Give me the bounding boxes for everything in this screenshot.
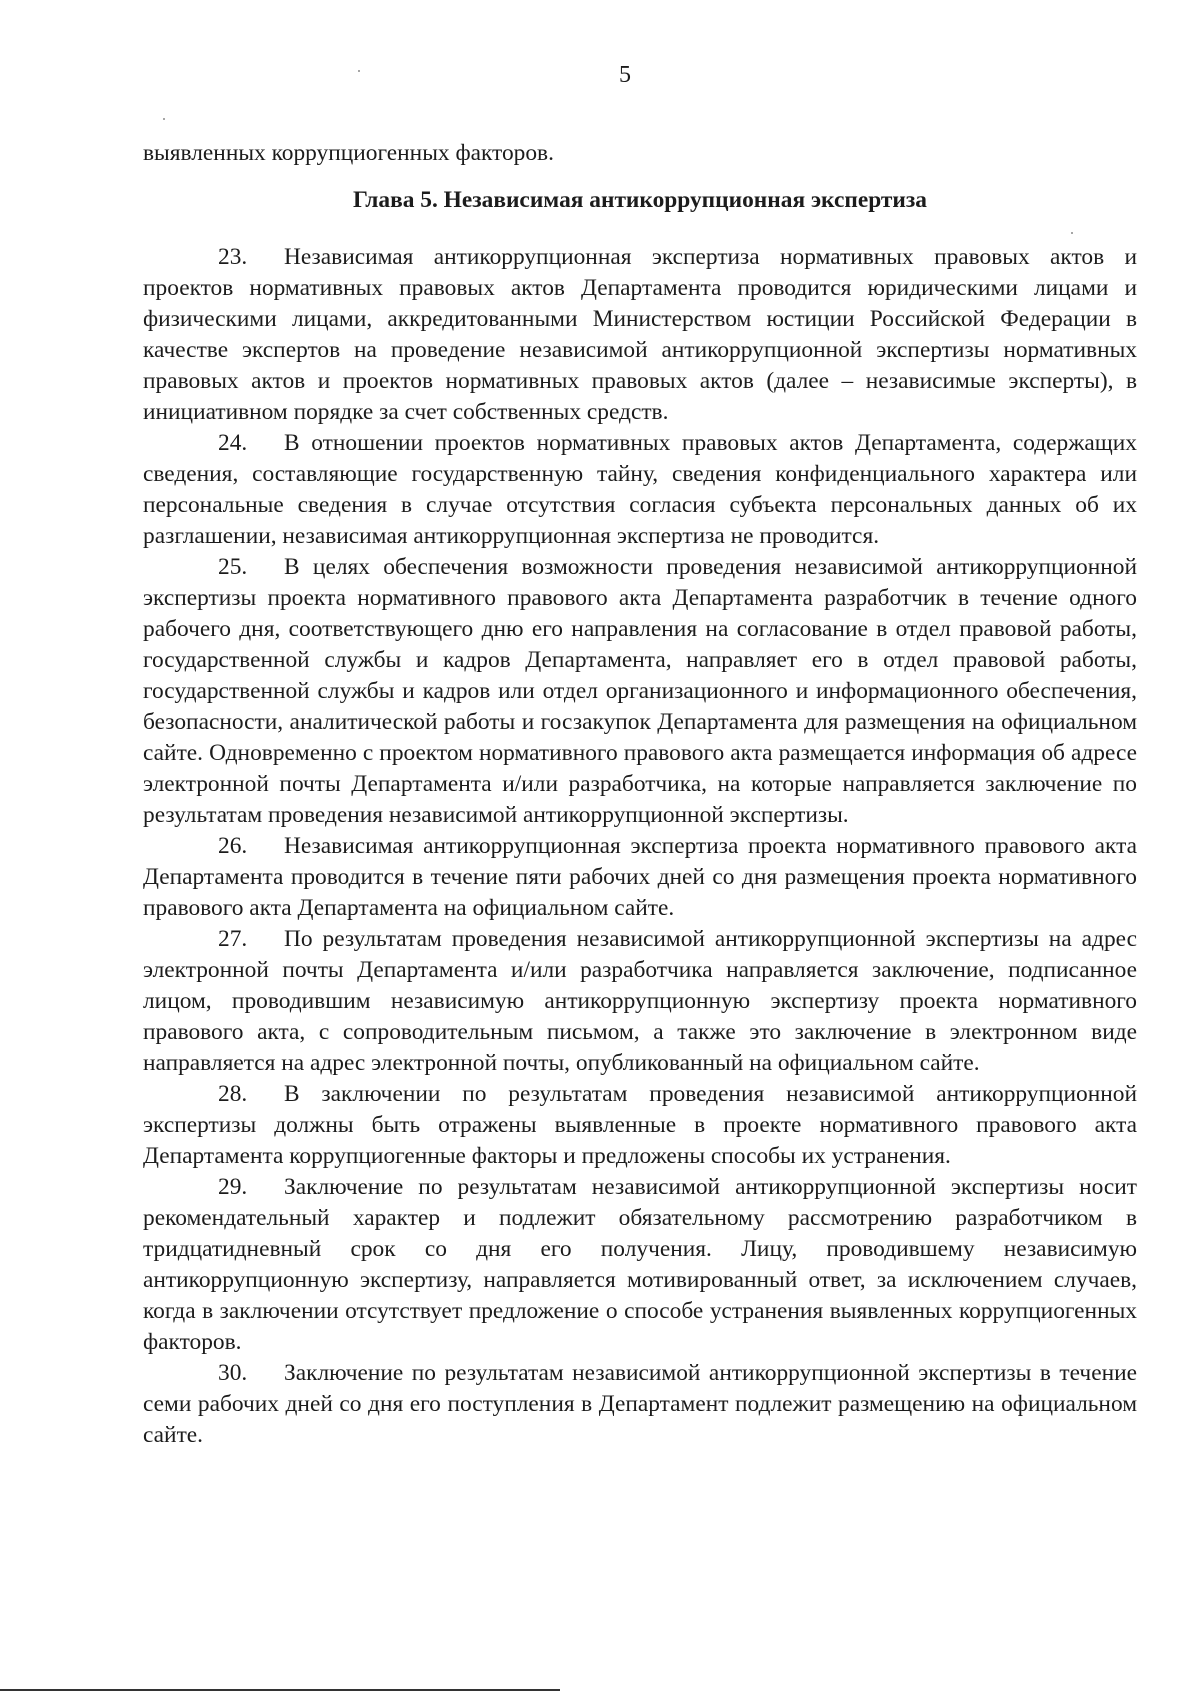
- item-number: 26.: [218, 833, 248, 859]
- item-28: [143, 1079, 1137, 1172]
- item-29: [143, 1172, 1137, 1358]
- page-number: 5: [619, 62, 631, 88]
- previous-section-continuation: выявленных коррупциогенных факторов.: [143, 140, 554, 166]
- footer-rule: [0, 1689, 560, 1691]
- item-number: 25.: [218, 554, 248, 580]
- item-26: [143, 831, 1137, 924]
- item-number: 30.: [218, 1360, 248, 1386]
- item-text: В целях обеспечения возможности проведения независимой антикоррупционной экспертизы проекта нормативного правового акта Департамента разработчик в течение одного рабочего дня, соответствующего дню его направления на согласование в отдел правовой работы, государственной службы и кадров Департамента, направляет его в отдел правовой работы, государственной службы и кадров или отдел организационного и информационного обеспечения, безопасности, аналитической работы и госзакупок Департамента для размещения на официальном сайте. Одновременно с проектом нормативного правового акта размещается информация об адресе электронной почты Департамента и/или разработчика, на которые направляется заключение по результатам проведения независимой антикоррупционной экспертизы.: [143, 554, 1137, 828]
- item-25: [143, 552, 1137, 831]
- document-body: [143, 138, 1137, 1451]
- item-number: 28.: [218, 1081, 248, 1107]
- scan-speck: [163, 118, 165, 120]
- item-number: 27.: [218, 926, 248, 952]
- item-number: 29.: [218, 1174, 248, 1200]
- item-text: Независимая антикоррупционная экспертиза проекта нормативного правового акта Департамента проводится в течение пяти рабочих дней со дня размещения проекта нормативного правового акта Департамента на официальном сайте.: [143, 833, 1137, 921]
- item-27: [143, 924, 1137, 1079]
- item-text: По результатам проведения независимой антикоррупционной экспертизы на адрес электронной почты Департамента и/или разработчика направляется заключение, подписанное лицом, проводившим независимую антикоррупционную экспертизу проекта нормативного правового акта, с сопроводительным письмом, а также это заключение в электронном виде направляется на адрес электронной почты, опубликованный на официальном сайте.: [143, 926, 1137, 1076]
- item-text: Заключение по результатам независимой антикоррупционной экспертизы в течение семи рабочих дней со дня его поступления в Департамент подлежит размещению на официальном сайте.: [143, 1360, 1137, 1448]
- item-text: В заключении по результатам проведения независимой антикоррупционной экспертизы должны быть отражены выявленные в проекте нормативного правового акта Департамента коррупциогенные факторы и предложены способы их устранения.: [143, 1081, 1137, 1169]
- item-text: В отношении проектов нормативных правовых актов Департамента, содержащих сведения, составляющие государственную тайну, сведения конфиденциального характера или персональные сведения в случае отсутствия согласия субъекта персональных данных об их разглашении, независимая антикоррупционная экспертиза не проводится.: [143, 430, 1137, 549]
- item-text: Заключение по результатам независимой антикоррупционной экспертизы носит рекомендательный характер и подлежит обязательному рассмотрению разработчиком в тридцатидневный срок со дня его получения. Лицу, проводившему независимую антикоррупционную экспертизу, направляется мотивированный ответ, за исключением случаев, когда в заключении отсутствует предложение о способе устранения выявленных коррупциогенных факторов.: [143, 1174, 1137, 1355]
- chapter-title: Глава 5. Независимая антикоррупционная экспертиза: [353, 187, 927, 213]
- item-number: 24.: [218, 430, 248, 456]
- item-24: [143, 428, 1137, 552]
- item-number: 23.: [218, 244, 248, 270]
- item-23: [143, 242, 1137, 428]
- item-text: Независимая антикоррупционная экспертиза нормативных правовых актов и проектов нормативных правовых актов Департамента проводится юридическими лицами и физическими лицами, аккредитованными Министерством юстиции Российской Федерации в качестве экспертов на проведение независимой антикоррупционной экспертизы нормативных правовых актов и проектов нормативных правовых актов (далее – независимые эксперты), в инициативном порядке за счет собственных средств.: [143, 244, 1137, 425]
- item-30: [143, 1358, 1137, 1451]
